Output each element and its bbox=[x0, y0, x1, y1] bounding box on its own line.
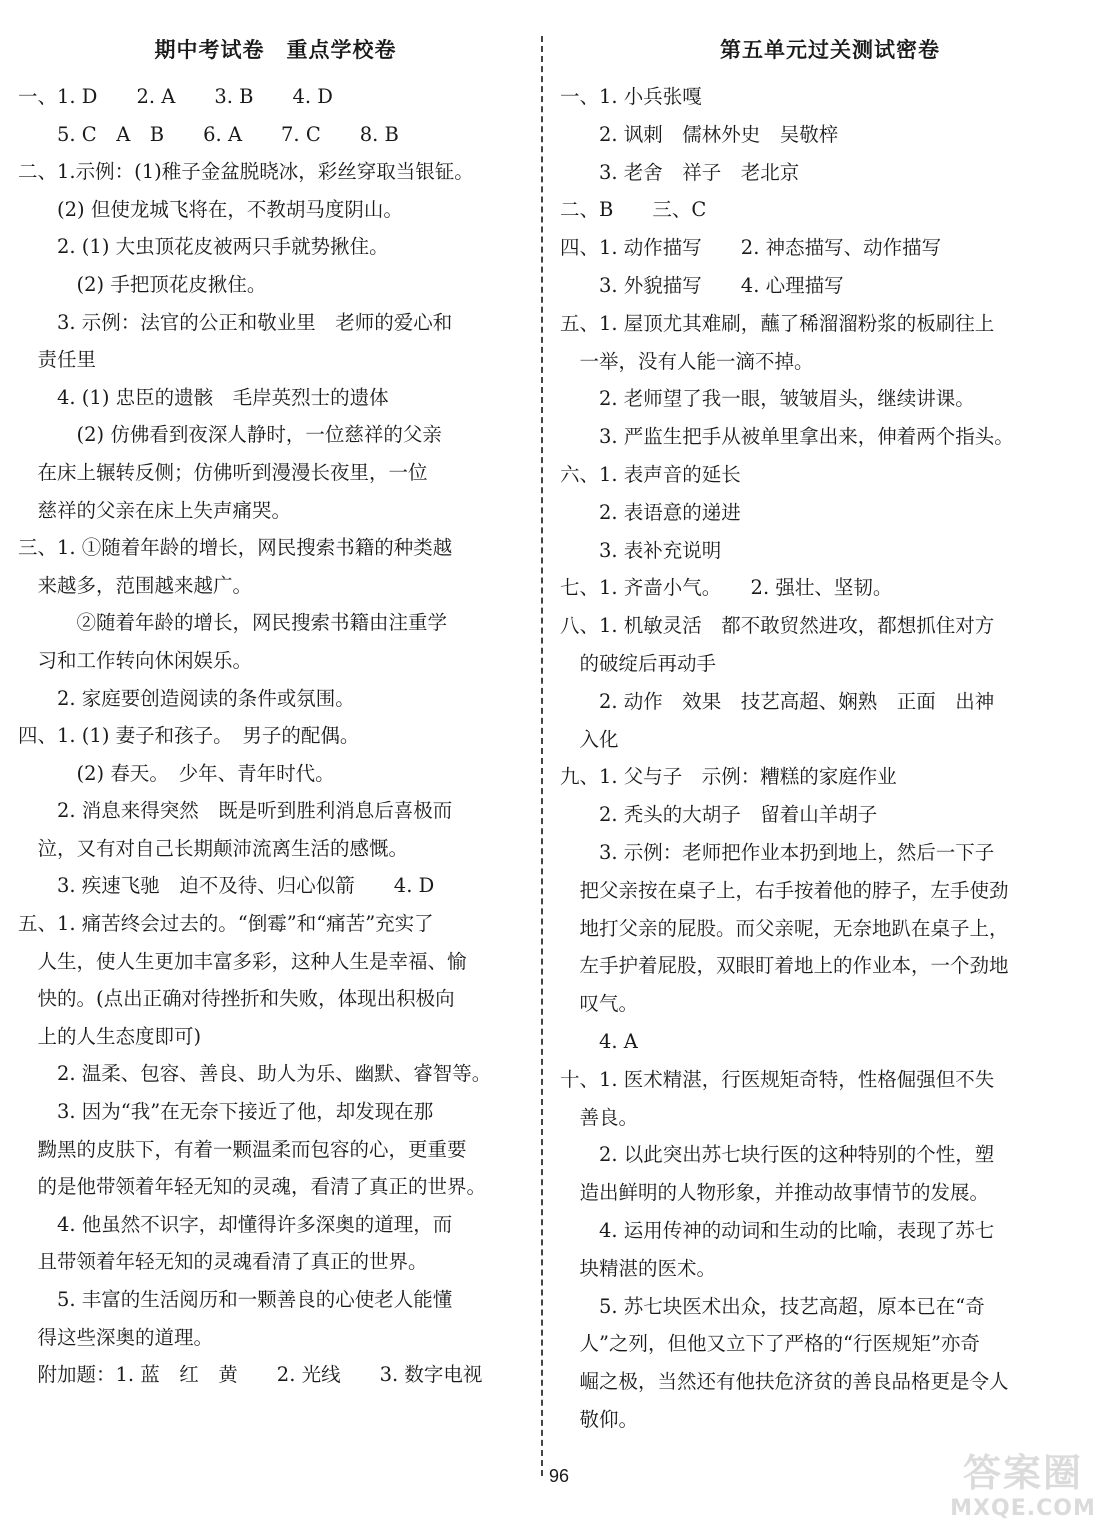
answer-line: 一、1. D 2. A 3. B 4. D bbox=[18, 85, 333, 108]
answer-line: 善良。 bbox=[560, 1105, 639, 1129]
answer-line: 4. A bbox=[560, 1029, 638, 1053]
answer-line: 二、1.示例：(1)稚子金盆脱晓冰，彩丝穿取当银钲。 bbox=[18, 160, 474, 184]
answer-line: (2) 春天。 少年、青年时代。 bbox=[18, 761, 335, 785]
answer-line: 2. 动作 效果 技艺高超、娴熟 正面 出神 bbox=[560, 689, 995, 713]
watermark-url: MXQE.COM bbox=[950, 1496, 1096, 1521]
answer-line: 人”之列，但他又立下了严格的“行医规矩”亦奇 bbox=[560, 1332, 980, 1356]
answer-line: 2. 家庭要创造阅读的条件或氛围。 bbox=[18, 686, 355, 710]
answer-line: 3. 严监生把手从被单里拿出来，伸着两个指头。 bbox=[560, 425, 1014, 449]
answer-line: (2) 手把顶花皮揪住。 bbox=[18, 272, 267, 296]
left-column-title: 期中考试卷 重点学校卷 bbox=[154, 38, 397, 62]
right-answer-lines bbox=[560, 78, 1100, 1439]
answer-line: 在床上辗转反侧；仿佛听到漫漫长夜里，一位 bbox=[18, 460, 428, 484]
left-answer-lines bbox=[18, 78, 533, 1394]
answer-line: 4. 他虽然不识字，却懂得许多深奥的道理，而 bbox=[18, 1212, 453, 1236]
answer-line: 习和工作转向休闲娱乐。 bbox=[18, 648, 253, 672]
answer-line: 入化 bbox=[560, 727, 619, 751]
answer-line: 2. 讽刺 儒林外史 吴敬梓 bbox=[560, 122, 839, 146]
answer-line: 4. (1) 忠臣的遗骸 毛岸英烈士的遗体 bbox=[18, 385, 389, 409]
watermark-text: 答案圈 bbox=[962, 1451, 1083, 1495]
answer-line: 附加题：1. 蓝 红 黄 2. 光线 3. 数字电视 bbox=[18, 1363, 483, 1387]
answer-line: 3. 示例：老师把作业本扔到地上，然后一下子 bbox=[560, 840, 995, 864]
answer-line: 2. 温柔、包容、善良、助人为乐、幽默、睿智等。 bbox=[18, 1062, 492, 1086]
answer-line: 5. 丰富的生活阅历和一颗善良的心使老人能懂 bbox=[18, 1288, 453, 1311]
answer-line: 把父亲按在桌子上，右手按着他的脖子，左手使劲 bbox=[560, 878, 1009, 902]
answer-line: 责任里 bbox=[18, 348, 97, 372]
answer-line: 造出鲜明的人物形象，并推动故事情节的发展。 bbox=[560, 1181, 990, 1205]
answer-line: 块精湛的医术。 bbox=[560, 1256, 717, 1280]
answer-line: 4. 运用传神的动词和生动的比喻，表现了苏七 bbox=[560, 1218, 995, 1242]
answer-line: 且带领着年轻无知的灵魂看清了真正的世界。 bbox=[18, 1250, 428, 1274]
answer-line: 慈祥的父亲在床上失声痛哭。 bbox=[18, 498, 292, 522]
answer-line: ②随着年龄的增长，网民搜索书籍由注重学 bbox=[18, 611, 448, 635]
watermark-logo bbox=[948, 1450, 1098, 1526]
answer-line: 2. 消息来得突然 既是听到胜利消息后喜极而 bbox=[18, 799, 453, 823]
answer-line: (2) 但使龙城飞将在，不教胡马度阴山。 bbox=[18, 197, 403, 221]
answer-line: 九、1. 父与子 示例：糟糕的家庭作业 bbox=[560, 765, 897, 789]
answer-line: 泣，又有对自己长期颠沛流离生活的感慨。 bbox=[18, 836, 409, 860]
left-column bbox=[18, 30, 533, 1394]
answer-line: 的破绽后再动手 bbox=[560, 651, 717, 675]
answer-line: 5. 苏七块医术出众，技艺高超，原本已在“奇 bbox=[560, 1294, 985, 1318]
answer-line: 人生，使人生更加丰富多彩，这种人生是幸福、愉 bbox=[18, 949, 467, 973]
answer-line: 四、1. (1) 妻子和孩子。 男子的配偶。 bbox=[18, 724, 360, 748]
answer-line: 得这些深奥的道理。 bbox=[18, 1325, 214, 1349]
answer-line: 八、1. 机敏灵活 都不敢贸然进攻，都想抓住对方 bbox=[560, 614, 995, 638]
answer-line: 3. 疾速飞驰 迫不及待、归心似箭 4. D bbox=[18, 874, 435, 898]
answer-line: 3. 表补充说明 bbox=[560, 538, 722, 562]
page-number: 96 bbox=[548, 1466, 570, 1486]
answer-line: 三、1. ①随着年龄的增长，网民搜索书籍的种类越 bbox=[18, 536, 453, 560]
column-divider bbox=[541, 36, 543, 1476]
right-column bbox=[560, 30, 1100, 1439]
answer-line: 二、B 三、C bbox=[560, 198, 707, 222]
answer-line: 上的人生态度即可) bbox=[18, 1024, 202, 1048]
answer-line: 3. 因为“我”在无奈下接近了他，却发现在那 bbox=[18, 1100, 434, 1124]
answer-line: 快的。(点出正确对待挫折和失败，体现出积极向 bbox=[18, 987, 455, 1011]
answer-line: 2. 秃头的大胡子 留着山羊胡子 bbox=[560, 803, 878, 827]
answer-line: 2. (1) 大虫顶花皮被两只手就势揪住。 bbox=[18, 235, 389, 259]
answer-line: 地打父亲的屁股。而父亲呢，无奈地趴在桌子上， bbox=[560, 916, 1009, 940]
answer-line: 敬仰。 bbox=[560, 1407, 639, 1431]
answer-line: 3. 外貌描写 4. 心理描写 bbox=[560, 273, 844, 297]
answer-line: 的是他带领着年轻无知的灵魂，看清了真正的世界。 bbox=[18, 1175, 487, 1199]
answer-line: 一举，没有人能一滴不掉。 bbox=[560, 349, 814, 373]
answer-line: 四、1. 动作描写 2. 神态描写、动作描写 bbox=[560, 236, 942, 260]
answer-line: 七、1. 齐啬小气。 2. 强壮、坚韧。 bbox=[560, 576, 893, 600]
answer-line: 左手护着屁股，双眼盯着地上的作业本，一个劲地 bbox=[560, 954, 1009, 978]
answer-line: 六、1. 表声音的延长 bbox=[560, 462, 741, 486]
answer-line: 叹气。 bbox=[560, 992, 639, 1016]
right-column-title: 第五单元过关测试密卷 bbox=[720, 38, 940, 62]
answer-line: 五、1. 痛苦终会过去的。“倒霉”和“痛苦”充实了 bbox=[18, 912, 434, 936]
answer-line: 五、1. 屋顶尤其难刷，蘸了稀溜溜粉浆的板刷往上 bbox=[560, 311, 995, 335]
answer-line: 3. 示例：法官的公正和敬业里 老师的爱心和 bbox=[18, 310, 453, 334]
answer-line: 崛之极，当然还有他扶危济贫的善良品格更是令人 bbox=[560, 1370, 1009, 1394]
answer-line: 十、1. 医术精湛，行医规矩奇特，性格倔强但不失 bbox=[560, 1067, 995, 1091]
answer-line: 来越多，范围越来越广。 bbox=[18, 573, 253, 597]
answer-line: 3. 老舍 祥子 老北京 bbox=[560, 160, 800, 184]
answer-line: 2. 表语意的递进 bbox=[560, 500, 741, 524]
answer-line: (2) 仿佛看到夜深人静时，一位慈祥的父亲 bbox=[18, 423, 442, 447]
answer-line: 5. C A B 6. A 7. C 8. B bbox=[18, 122, 399, 146]
answer-line: 黝黑的皮肤下，有着一颗温柔而包容的心，更重要 bbox=[18, 1137, 467, 1161]
answer-line: 2. 老师望了我一眼，皱皱眉头，继续讲课。 bbox=[560, 387, 975, 411]
answer-line: 一、1. 小兵张嘎 bbox=[560, 85, 702, 108]
answer-line: 2. 以此突出苏七块行医的这种特别的个性，塑 bbox=[560, 1143, 995, 1167]
